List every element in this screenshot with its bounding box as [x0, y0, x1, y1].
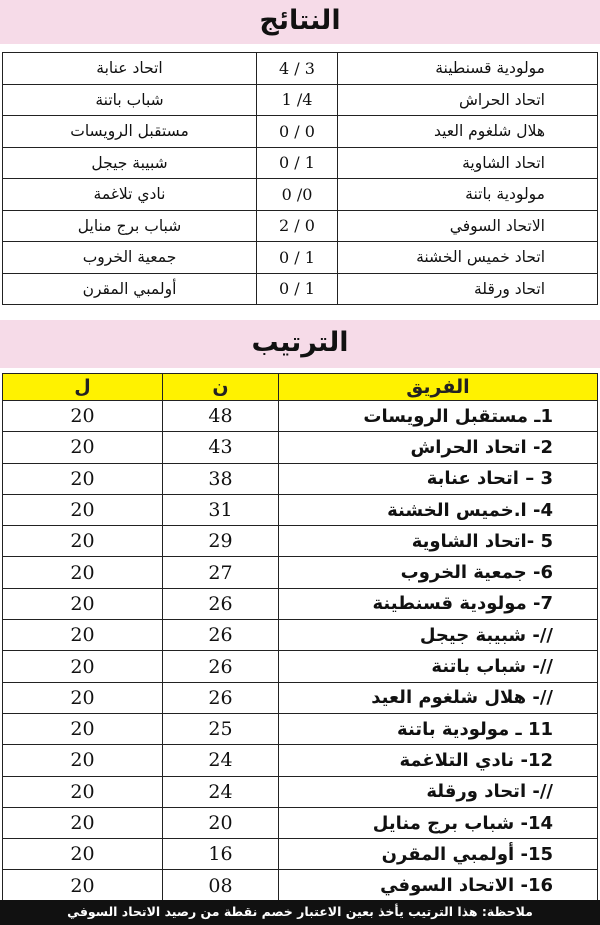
standings-header-row — [3, 374, 598, 401]
team-cell: //- اتحاد ورقلة — [279, 776, 598, 807]
played-cell: 20 — [3, 557, 163, 588]
played-cell: 20 — [3, 651, 163, 682]
points-cell: 27 — [163, 557, 279, 588]
home-team: اتحاد الحراش — [338, 84, 598, 116]
points-cell: 29 — [163, 526, 279, 557]
standings-row — [3, 713, 598, 744]
played-cell: 20 — [3, 494, 163, 525]
played-cell: 20 — [3, 620, 163, 651]
standings-row — [3, 494, 598, 525]
team-cell: 3 – اتحاد عنابة — [279, 463, 598, 494]
away-team: شباب باتنة — [3, 84, 257, 116]
team-cell: 12- نادي التلاغمة — [279, 745, 598, 776]
standings-row — [3, 651, 598, 682]
standings-row — [3, 776, 598, 807]
match-row — [3, 210, 598, 242]
points-cell: 26 — [163, 588, 279, 619]
match-score: 0 / 1 — [257, 147, 338, 179]
played-cell: 20 — [3, 432, 163, 463]
team-cell: //- هلال شلغوم العيد — [279, 682, 598, 713]
points-cell: 31 — [163, 494, 279, 525]
standings-title: الترتيب — [0, 320, 600, 368]
points-cell: 43 — [163, 432, 279, 463]
played-cell: 20 — [3, 463, 163, 494]
standings-row — [3, 401, 598, 432]
standings-row — [3, 745, 598, 776]
match-score: 0 / 0 — [257, 116, 338, 148]
team-cell: 2- اتحاد الحراش — [279, 432, 598, 463]
team-cell: //- شبيبة جيجل — [279, 620, 598, 651]
played-cell: 20 — [3, 526, 163, 557]
home-team: هلال شلغوم العيد — [338, 116, 598, 148]
away-team: اتحاد عنابة — [3, 53, 257, 85]
away-team: مستقبل الرويسات — [3, 116, 257, 148]
points-cell: 24 — [163, 745, 279, 776]
team-cell: //- شباب باتنة — [279, 651, 598, 682]
match-score: 2 / 0 — [257, 210, 338, 242]
match-row — [3, 273, 598, 305]
standings-row — [3, 870, 598, 901]
match-score: 0 /0 — [257, 179, 338, 211]
match-row — [3, 147, 598, 179]
points-cell: 25 — [163, 713, 279, 744]
home-team: اتحاد خميس الخشنة — [338, 242, 598, 274]
match-row — [3, 242, 598, 274]
team-cell: 4- ا.خميس الخشنة — [279, 494, 598, 525]
played-cell: 20 — [3, 776, 163, 807]
played-cell: 20 — [3, 588, 163, 619]
points-cell: 26 — [163, 682, 279, 713]
standings-row — [3, 839, 598, 870]
played-cell: 20 — [3, 745, 163, 776]
results-body — [3, 53, 598, 305]
match-row — [3, 53, 598, 85]
team-cell: 7- مولودية قسنطينة — [279, 588, 598, 619]
match-row — [3, 84, 598, 116]
team-cell: 14- شباب برج منايل — [279, 807, 598, 838]
standings-body — [3, 401, 598, 902]
points-cell: 48 — [163, 401, 279, 432]
played-header: ل — [3, 374, 163, 401]
team-cell: 15- أولمبي المقرن — [279, 839, 598, 870]
match-score: 4 / 3 — [257, 53, 338, 85]
played-cell: 20 — [3, 401, 163, 432]
team-header: الفريق — [279, 374, 598, 401]
home-team: مولودية باتنة — [338, 179, 598, 211]
home-team: مولودية قسنطينة — [338, 53, 598, 85]
footnote: ملاحظة: هذا الترتيب يأخذ بعين الاعتبار خصم نقطة من رصيد الاتحاد السوفي — [0, 900, 600, 925]
results-title: النتائج — [0, 0, 600, 44]
standings-row — [3, 557, 598, 588]
away-team: أولمبي المقرن — [3, 273, 257, 305]
away-team: شباب برج منايل — [3, 210, 257, 242]
away-team: نادي تلاغمة — [3, 179, 257, 211]
team-cell: 5 -اتحاد الشاوية — [279, 526, 598, 557]
team-cell: 6- جمعية الخروب — [279, 557, 598, 588]
home-team: الاتحاد السوفي — [338, 210, 598, 242]
points-cell: 20 — [163, 807, 279, 838]
away-team: شبيبة جيجل — [3, 147, 257, 179]
points-cell: 24 — [163, 776, 279, 807]
standings-row — [3, 526, 598, 557]
match-row — [3, 179, 598, 211]
points-header: ن — [163, 374, 279, 401]
standings-row — [3, 588, 598, 619]
points-cell: 08 — [163, 870, 279, 901]
points-cell: 26 — [163, 651, 279, 682]
played-cell: 20 — [3, 682, 163, 713]
played-cell: 20 — [3, 713, 163, 744]
home-team: اتحاد ورقلة — [338, 273, 598, 305]
standings-row — [3, 620, 598, 651]
match-score: 0 / 1 — [257, 273, 338, 305]
standings-row — [3, 432, 598, 463]
results-table — [2, 52, 598, 305]
away-team: جمعية الخروب — [3, 242, 257, 274]
standings-table — [2, 373, 598, 902]
points-cell: 38 — [163, 463, 279, 494]
team-cell: 11 ـ مولودية باتنة — [279, 713, 598, 744]
standings-row — [3, 807, 598, 838]
played-cell: 20 — [3, 807, 163, 838]
match-score: 1 /4 — [257, 84, 338, 116]
team-cell: 16- الاتحاد السوفي — [279, 870, 598, 901]
home-team: اتحاد الشاوية — [338, 147, 598, 179]
match-row — [3, 116, 598, 148]
standings-row — [3, 463, 598, 494]
match-score: 0 / 1 — [257, 242, 338, 274]
points-cell: 26 — [163, 620, 279, 651]
played-cell: 20 — [3, 839, 163, 870]
points-cell: 16 — [163, 839, 279, 870]
standings-row — [3, 682, 598, 713]
played-cell: 20 — [3, 870, 163, 901]
team-cell: 1ـ مستقبل الرويسات — [279, 401, 598, 432]
